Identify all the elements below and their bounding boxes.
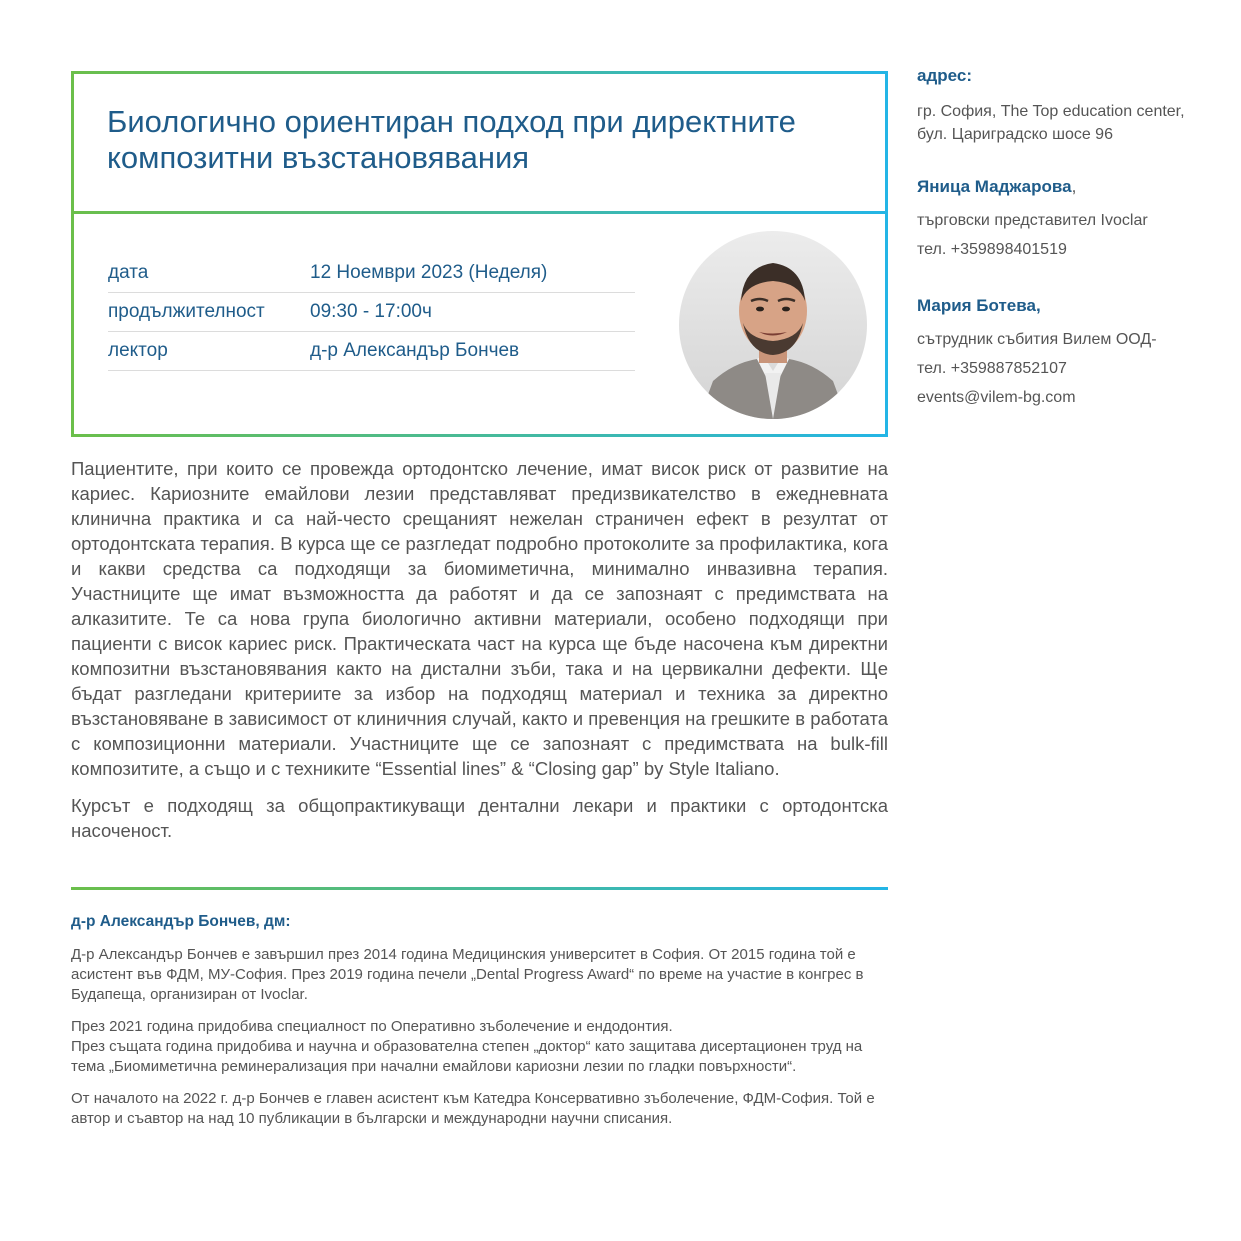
detail-value: 09:30 - 17:00ч: [310, 301, 432, 322]
contact-name-comma: ,: [1071, 177, 1077, 196]
event-details-table: [108, 254, 635, 371]
course-description: [71, 456, 888, 855]
contact-name: [917, 177, 1217, 197]
contact-name-text: Яница Маджарова: [917, 177, 1072, 196]
bio-heading: д-р Александър Бончев, дм:: [71, 913, 291, 930]
lecturer-bio: [71, 913, 888, 1141]
bio-paragraph: През 2021 година придобива специалност по Оперативно зъболечение и ендодонтия. През същата година придобива и научна и образователна степен „доктор“ като защитава дисертационен труд на тема „Биомиметична реминерализация при начални емайлови кариозни лезии по гладки повърхности“.: [71, 1018, 863, 1075]
detail-value: д-р Александър Бончев: [310, 340, 520, 361]
lecturer-photo-icon: [679, 231, 867, 419]
detail-row-date: [108, 254, 635, 293]
description-paragraph: Курсът е подходящ за общопрактикуващи дентални лекари и практики с ортодонтска насоченост.: [71, 795, 888, 841]
contact-card: [917, 177, 1217, 264]
detail-value: 12 Ноември 2023 (Неделя): [310, 262, 548, 283]
contact-sidebar: [917, 66, 1217, 444]
detail-label: дата: [108, 262, 149, 283]
detail-label: продължителност: [108, 301, 265, 322]
bio-paragraph: Д-р Александър Бончев е завършил през 2014 година Медицинския университет в София. От 2015 година той е асистент във ФДМ, МУ-София. През 2019 година печели „Dental Progress Award“ по време на участие в конгрес в Будапеща, организиран от Ivoclar.: [71, 946, 864, 1003]
contact-role: сътрудник събития Вилем ООД-: [917, 331, 1157, 348]
detail-row-duration: [108, 293, 635, 332]
address-heading: адрес:: [917, 66, 972, 85]
bio-paragraph: От началото на 2022 г. д-р Бончев е главен асистент към Катедра Консервативно зъболечение, ФДМ-София. Той е автор и съавтор на над 10 публикации в български и международни научни списания.: [71, 1090, 875, 1127]
contact-name: [917, 296, 1217, 316]
event-title-box: [71, 71, 888, 214]
contact-email[interactable]: events@vilem-bg.com: [917, 389, 1076, 406]
detail-row-lecturer: [108, 332, 635, 371]
description-paragraph: Пациентите, при които се провежда ортодонтско лечение, имат висок риск от развитие на кариес. Кариозните емайлови лезии представляват предизвикателство в ежедневната клинична практика и са най-често срещаният нежелан страничен ефект в резултат от ортодонтската терапия. В курса ще се разгледат подробно протоколите за профилактика, кога и какви средства са подходящи за биомиметична, минимално инвазивна терапия. Участниците ще имат възможността да работят и да се запознаят с предимствата на алказитите. Те са нова група биологично активни материали, особено подходящи при пациенти с висок кариес риск. Практическата част на курса ще бъде насочена към директни композитни възстановявания както на дистални зъби, така и на цервикални дефекти. Ще бъдат разгледани критериите за избор на подходящ материал и техника за директно възстановяване в зависимост от клиничния случай, както и превенция на грешките в работата с композиционни материали. Участниците ще се запознаят с предимствата на bulk-fill композитите, а също и с техниките “Essential lines” & “Closing gap” by Style Italiano.: [71, 458, 888, 779]
detail-label: лектор: [108, 340, 168, 361]
contact-name-text: Мария Ботева,: [917, 296, 1041, 315]
section-divider: [71, 887, 888, 890]
event-title: Биологично ориентиран подход при директните композитни възстановявания: [107, 104, 796, 175]
contact-phone[interactable]: тел. +359898401519: [917, 241, 1067, 258]
event-info-box: [71, 211, 888, 437]
contact-phone[interactable]: тел. +359887852107: [917, 360, 1067, 377]
address-text: гр. София, The Top education center, бул. Цариградско шосе 96: [917, 103, 1185, 143]
contact-card: [917, 296, 1217, 412]
contact-role: търговски представител Ivoclar: [917, 212, 1148, 229]
